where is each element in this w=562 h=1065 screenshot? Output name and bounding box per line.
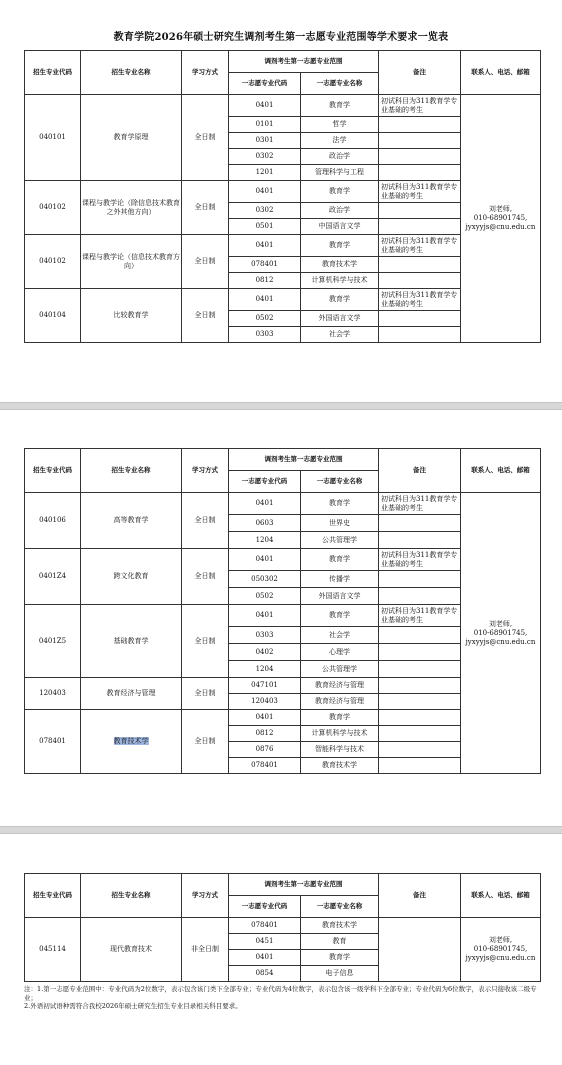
program-code: 045114 (25, 918, 81, 982)
program-name: 跨文化教育 (81, 549, 182, 605)
page-separator (0, 826, 562, 834)
study-mode: 全日制 (182, 678, 229, 710)
footnote-1: 注：1.第一志愿专业范围中：专业代码为2位数字，表示包含该门类下全部专业；专业代码为4位数字，表示包含该一级学科下全部专业；专业代码为6位数字，表示只接收该二级专业； (24, 985, 537, 1002)
program-code: 040106 (25, 493, 81, 549)
note-cell: 初试科目为311教育学专业基础的考生 (379, 605, 461, 627)
range-code: 0603 (229, 515, 301, 532)
program-code: 040101 (25, 95, 81, 181)
note-cell: 初试科目为311教育学专业基础的考生 (379, 95, 461, 117)
contact-name: 刘老师, (488, 619, 513, 628)
study-mode: 全日制 (182, 235, 229, 289)
program-name: 基础教育学 (81, 605, 182, 678)
program-code: 078401 (25, 710, 81, 774)
contact-email: jyxyyjs@cnu.edu.cn (465, 637, 536, 646)
table-page-3 (24, 873, 541, 982)
study-mode: 全日制 (182, 493, 229, 549)
range-name: 世界史 (301, 515, 379, 532)
range-code: 1204 (229, 661, 301, 678)
range-code: 0854 (229, 966, 301, 982)
study-mode: 非全日制 (182, 918, 229, 982)
range-name: 教育学 (301, 181, 379, 203)
program-name: 教育学原理 (81, 95, 182, 181)
range-name: 教育学 (301, 605, 379, 627)
range-name: 外国语言文学 (301, 311, 379, 327)
range-code: 0401 (229, 235, 301, 257)
header-name: 招生专业名称 (81, 449, 182, 493)
range-code: 0401 (229, 95, 301, 117)
range-name: 教育经济与管理 (301, 694, 379, 710)
header-contact: 联系人、电话、邮箱 (461, 874, 541, 918)
header-range-code: 一志愿专业代码 (229, 73, 301, 95)
header-mode: 学习方式 (182, 874, 229, 918)
range-code: 078401 (229, 257, 301, 273)
program-name: 课程与教学论（除信息技术教育之外其他方向） (81, 181, 182, 235)
range-code: 0401 (229, 605, 301, 627)
header-range-code: 一志愿专业代码 (229, 471, 301, 493)
range-name: 社会学 (301, 627, 379, 644)
program-code: 120403 (25, 678, 81, 710)
program-code: 0401Z4 (25, 549, 81, 605)
range-code: 0401 (229, 549, 301, 571)
contact-cell (461, 493, 541, 774)
note-cell: 初试科目为311教育学专业基础的考生 (379, 493, 461, 515)
range-code: 1201 (229, 165, 301, 181)
note-cell: 初试科目为311教育学专业基础的考生 (379, 549, 461, 571)
study-mode: 全日制 (182, 289, 229, 343)
range-name: 教育学 (301, 950, 379, 966)
header-range: 调剂考生第一志愿专业范围 (229, 51, 379, 73)
range-name: 教育学 (301, 95, 379, 117)
range-name: 智能科学与技术 (301, 742, 379, 758)
range-code: 0401 (229, 289, 301, 311)
header-note: 备注 (379, 874, 461, 918)
program-name: 比较教育学 (81, 289, 182, 343)
header-name: 招生专业名称 (81, 51, 182, 95)
contact-phone: 010-68901745, (473, 945, 528, 953)
range-name: 法学 (301, 133, 379, 149)
range-name: 教育技术学 (301, 257, 379, 273)
range-name: 公共管理学 (301, 661, 379, 678)
range-code: 050302 (229, 571, 301, 588)
program-name: 教育技术学 (113, 737, 149, 745)
range-name: 教育经济与管理 (301, 678, 379, 694)
program-name-cell (81, 710, 182, 774)
range-code: 078401 (229, 758, 301, 774)
range-name: 传播学 (301, 571, 379, 588)
program-name: 高等教育学 (81, 493, 182, 549)
header-range-name: 一志愿专业名称 (301, 73, 379, 95)
program-code: 040102 (25, 235, 81, 289)
range-code: 0401 (229, 710, 301, 726)
study-mode: 全日制 (182, 181, 229, 235)
range-name: 教育学 (301, 289, 379, 311)
range-name: 计算机科学与技术 (301, 726, 379, 742)
header-code: 招生专业代码 (25, 874, 81, 918)
range-name: 社会学 (301, 327, 379, 343)
contact-email: jyxyyjs@cnu.edu.cn (465, 954, 536, 962)
contact-cell (461, 918, 541, 982)
page-separator (0, 402, 562, 410)
contact-name: 刘老师, (488, 936, 513, 944)
header-note: 备注 (379, 449, 461, 493)
range-code: 0502 (229, 311, 301, 327)
header-name: 招生专业名称 (81, 874, 182, 918)
header-contact: 联系人、电话、邮箱 (461, 51, 541, 95)
header-contact: 联系人、电话、邮箱 (461, 449, 541, 493)
note-cell: 初试科目为311教育学专业基础的考生 (379, 181, 461, 203)
range-code: 0502 (229, 588, 301, 605)
range-code: 120403 (229, 694, 301, 710)
range-name: 电子信息 (301, 966, 379, 982)
range-name: 政治学 (301, 203, 379, 219)
study-mode: 全日制 (182, 95, 229, 181)
page-title: 教育学院2026年硕士研究生调剂考生第一志愿专业范围等学术要求一览表 (113, 32, 449, 43)
range-code: 0812 (229, 273, 301, 289)
range-code: 0303 (229, 327, 301, 343)
range-code: 0101 (229, 117, 301, 133)
range-name: 教育技术学 (301, 758, 379, 774)
range-name: 管理科学与工程 (301, 165, 379, 181)
range-name: 外国语言文学 (301, 588, 379, 605)
header-range-name: 一志愿专业名称 (301, 896, 379, 918)
contact-name: 刘老师, (488, 205, 513, 213)
range-code: 078401 (229, 918, 301, 934)
header-code: 招生专业代码 (25, 449, 81, 493)
contact-cell (461, 95, 541, 343)
study-mode: 全日制 (182, 710, 229, 774)
range-name: 公共管理学 (301, 532, 379, 549)
header-range-name: 一志愿专业名称 (301, 471, 379, 493)
range-name: 中国语言文学 (301, 219, 379, 235)
range-code: 0303 (229, 627, 301, 644)
range-code: 1204 (229, 532, 301, 549)
footnote-2: 2.外语初试语种需符合我校2026年硕士研究生招生专业目录相关科目要求。 (24, 1002, 242, 1010)
note-cell: 初试科目为311教育学专业基础的考生 (379, 235, 461, 257)
program-code: 040102 (25, 181, 81, 235)
range-code: 0401 (229, 493, 301, 515)
range-code: 0451 (229, 934, 301, 950)
header-note: 备注 (379, 51, 461, 95)
range-name: 教育学 (301, 549, 379, 571)
header-range-code: 一志愿专业代码 (229, 896, 301, 918)
range-code: 0401 (229, 950, 301, 966)
header-mode: 学习方式 (182, 51, 229, 95)
range-code: 0302 (229, 149, 301, 165)
range-code: 0812 (229, 726, 301, 742)
header-mode: 学习方式 (182, 449, 229, 493)
range-name: 教育学 (301, 235, 379, 257)
range-name: 教育学 (301, 710, 379, 726)
range-code: 0501 (229, 219, 301, 235)
range-name: 教育 (301, 934, 379, 950)
range-code: 0876 (229, 742, 301, 758)
range-name: 心理学 (301, 644, 379, 661)
range-name: 政治学 (301, 149, 379, 165)
range-code: 0301 (229, 133, 301, 149)
footnotes (24, 985, 544, 1011)
program-name: 课程与教学论（信息技术教育方向） (81, 235, 182, 289)
range-code: 0302 (229, 203, 301, 219)
header-range: 调剂考生第一志愿专业范围 (229, 449, 379, 471)
range-code: 0401 (229, 181, 301, 203)
header-range: 调剂考生第一志愿专业范围 (229, 874, 379, 896)
contact-phone: 010-68901745, (473, 214, 528, 222)
header-code: 招生专业代码 (25, 51, 81, 95)
range-name: 计算机科学与技术 (301, 273, 379, 289)
range-code: 0402 (229, 644, 301, 661)
range-name: 教育学 (301, 493, 379, 515)
program-code: 040104 (25, 289, 81, 343)
table-page-1 (24, 50, 541, 343)
program-code: 0401Z5 (25, 605, 81, 678)
study-mode: 全日制 (182, 549, 229, 605)
note-cell: 初试科目为311教育学专业基础的考生 (379, 289, 461, 311)
range-code: 047101 (229, 678, 301, 694)
program-name: 教育经济与管理 (81, 678, 182, 710)
range-name: 教育技术学 (301, 918, 379, 934)
program-name: 现代教育技术 (81, 918, 182, 982)
study-mode: 全日制 (182, 605, 229, 678)
contact-email: jyxyyjs@cnu.edu.cn (465, 223, 536, 231)
range-name: 哲学 (301, 117, 379, 133)
table-page-2 (24, 448, 541, 774)
contact-phone: 010-68901745, (473, 628, 528, 637)
